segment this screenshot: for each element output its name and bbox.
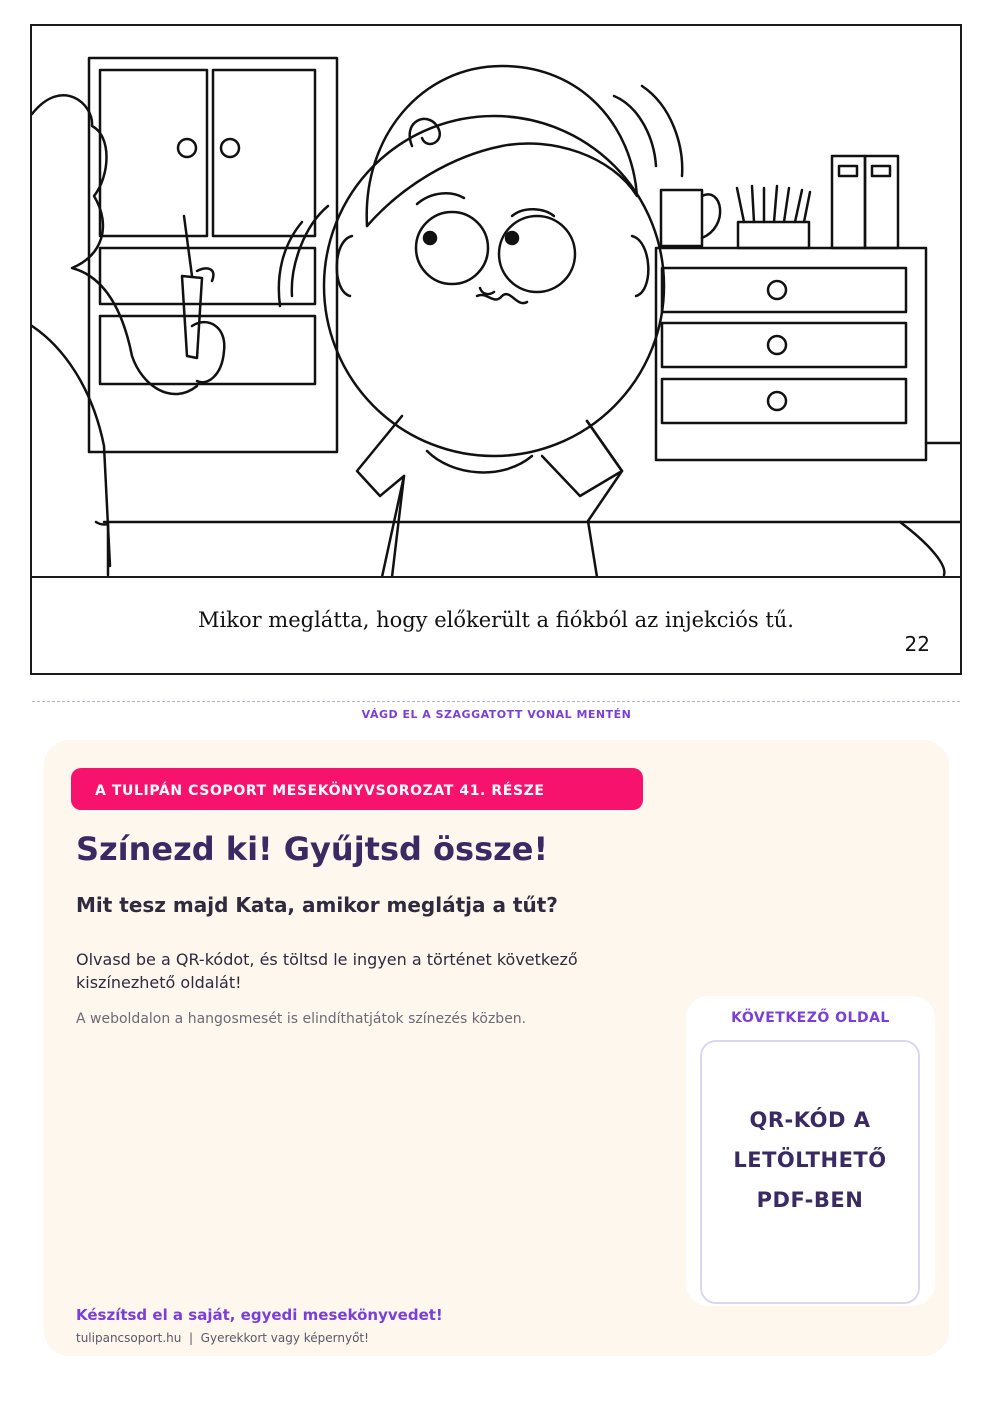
qr-title: KÖVETKEZŐ OLDAL (731, 1010, 890, 1026)
promo-call-to-action: Készítsd el a saját, egyedi mesekönyvedet! (76, 1306, 443, 1324)
coloring-page-panel (30, 24, 962, 675)
promo-footer: tulipancsoport.hu | Gyerekkort vagy képernyőt! (76, 1331, 369, 1345)
qr-code-frame (700, 1040, 920, 1304)
promo-subheadline: Mit tesz majd Kata, amikor meglátja a tűt? (76, 893, 558, 917)
promo-card (44, 740, 949, 1356)
cut-line-label: VÁGD EL A SZAGGATOTT VONAL MENTÉN (361, 708, 632, 721)
promo-body: Olvasd be a QR-kódot, és töltsd le ingyen a történet következő kiszínezhető oldalát! (76, 950, 578, 992)
qr-code-box (686, 996, 935, 1306)
caption-strip (32, 576, 960, 675)
page-caption: Mikor meglátta, hogy előkerült a fiókból az injekciós tű. (198, 608, 794, 632)
series-badge: A TULIPÁN CSOPORT MESEKÖNYVSOROZAT 41. RÉSZE (71, 768, 643, 810)
page-number: 22 (904, 632, 930, 656)
dashed-cut-line (32, 701, 960, 702)
qr-placeholder-text (702, 1100, 918, 1220)
qr-placeholder-line: LETÖLTHETŐ (733, 1148, 887, 1172)
promo-headline: Színezd ki! Gyűjtsd össze! (76, 830, 549, 868)
illustration-icon (32, 26, 962, 577)
promo-note: A weboldalon a hangosmesét is elindíthatjátok színezés közben. (76, 1011, 527, 1027)
qr-placeholder-line: PDF-BEN (756, 1188, 864, 1212)
qr-placeholder-line: QR-KÓD A (749, 1108, 871, 1132)
